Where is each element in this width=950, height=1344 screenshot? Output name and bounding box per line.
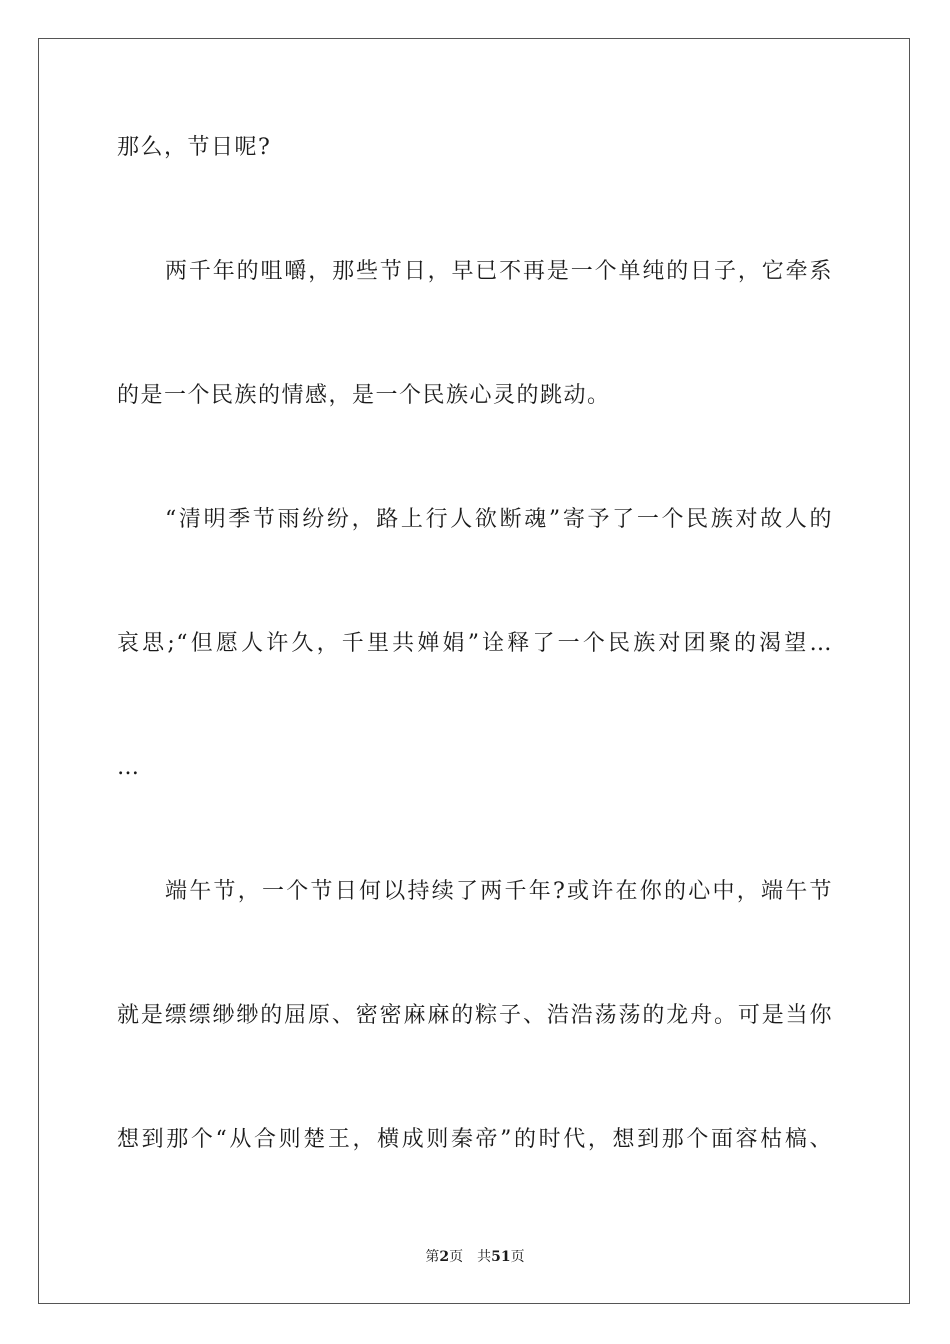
paragraph-line: 两千年的咀嚼，那些节日，早已不再是一个单纯的日子，它牵系 [165,259,833,284]
total-suffix: 页 [510,1249,525,1265]
text-line: 想到那个“从合则楚王，横成则秦帝”的时代，想到那个面容枯槁、 [117,1127,833,1152]
total-prefix: 共 [477,1249,492,1265]
text-line: 那么，节日呢? [117,135,272,160]
page-number: 2 [439,1249,450,1265]
text-line: 的是一个民族的情感，是一个民族心灵的跳动。 [117,383,611,408]
paragraph-line: 端午节，一个节日何以持续了两千年?或许在你的心中，端午节 [165,879,833,904]
total-pages: 51 [491,1249,511,1265]
page-prefix: 第 [425,1249,440,1265]
text-line: 哀思;“但愿人许久，千里共婵娟”诠释了一个民族对团聚的渴望… [117,631,833,656]
text-line: … [117,755,141,780]
page-suffix: 页 [449,1249,464,1265]
paragraph-line: “清明季节雨纷纷，路上行人欲断魂”寄予了一个民族对故人的 [165,507,833,532]
page-footer [0,1247,950,1267]
page-border [38,38,910,1304]
text-line: 就是缥缥缈缈的屈原、密密麻麻的粽子、浩浩荡荡的龙舟。可是当你 [117,1003,833,1028]
